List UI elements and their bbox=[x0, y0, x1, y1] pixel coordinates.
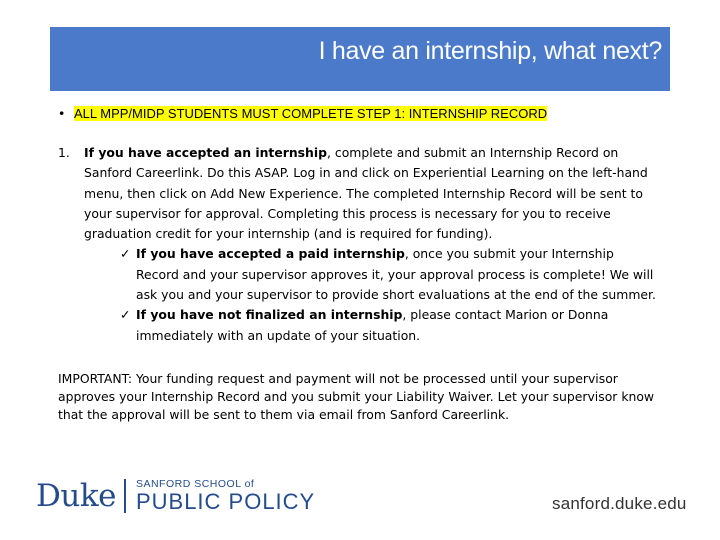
requirement-text: ALL MPP/MIDP STUDENTS MUST COMPLETE STEP 1: INTERNSHIP RECORD bbox=[73, 106, 548, 121]
logo-text-stack bbox=[136, 478, 315, 514]
important-notice: IMPORTANT: Your funding request and payment will not be processed until your supervisor approves your Internship Record and you submit your Liability Waiver. Let your supervisor know that the approval will be sent to them via email from Sanford Careerlink. bbox=[58, 371, 655, 422]
check-item-not-finalized bbox=[120, 305, 658, 346]
bullet-dot-icon: • bbox=[58, 106, 66, 121]
step-number: 1. bbox=[58, 145, 70, 160]
title-banner bbox=[50, 27, 670, 91]
duke-sanford-logo bbox=[36, 476, 315, 516]
step-1 bbox=[58, 143, 658, 346]
step-1-body: , complete and submit an Internship Record on Sanford Careerlink. Do this ASAP. Log in and click on Experiential Learning on the left-hand menu, then click on Add New Experience. The completed Internship Record will be sent to your supervisor for approval. Completing this process is necessary for you to receive graduation credit for your internship (and is required for funding). bbox=[84, 145, 648, 242]
logo-policy-name: PUBLIC POLICY bbox=[135, 489, 316, 514]
check-unfinalized-text: , please contact Marion or Donna immediately with an update of your situation. bbox=[136, 307, 609, 343]
logo-school-name: SANFORD SCHOOL of bbox=[135, 478, 255, 490]
step-1-lead: If you have accepted an internship bbox=[84, 145, 327, 160]
check-unfinalized-lead: If you have not finalized an internship bbox=[136, 307, 403, 323]
step-1-paragraph bbox=[84, 143, 658, 244]
duke-wordmark: Duke bbox=[36, 478, 116, 514]
checkmark-icon: ✓ bbox=[120, 246, 131, 262]
logo-divider bbox=[124, 479, 126, 513]
footer-website: sanford.duke.edu bbox=[552, 494, 687, 513]
check-paid-lead: If you have accepted a paid internship bbox=[136, 246, 405, 262]
requirement-bullet bbox=[58, 106, 547, 121]
check-item-paid bbox=[120, 244, 658, 305]
page-title: I have an internship, what next? bbox=[318, 37, 662, 65]
checkmark-icon: ✓ bbox=[120, 307, 131, 323]
check-paid-text: , once you submit your Internship Record and your supervisor approves it, your approval process is complete! We will ask you and your supervisor to provide short evaluations at the end of the summer. bbox=[136, 246, 656, 303]
